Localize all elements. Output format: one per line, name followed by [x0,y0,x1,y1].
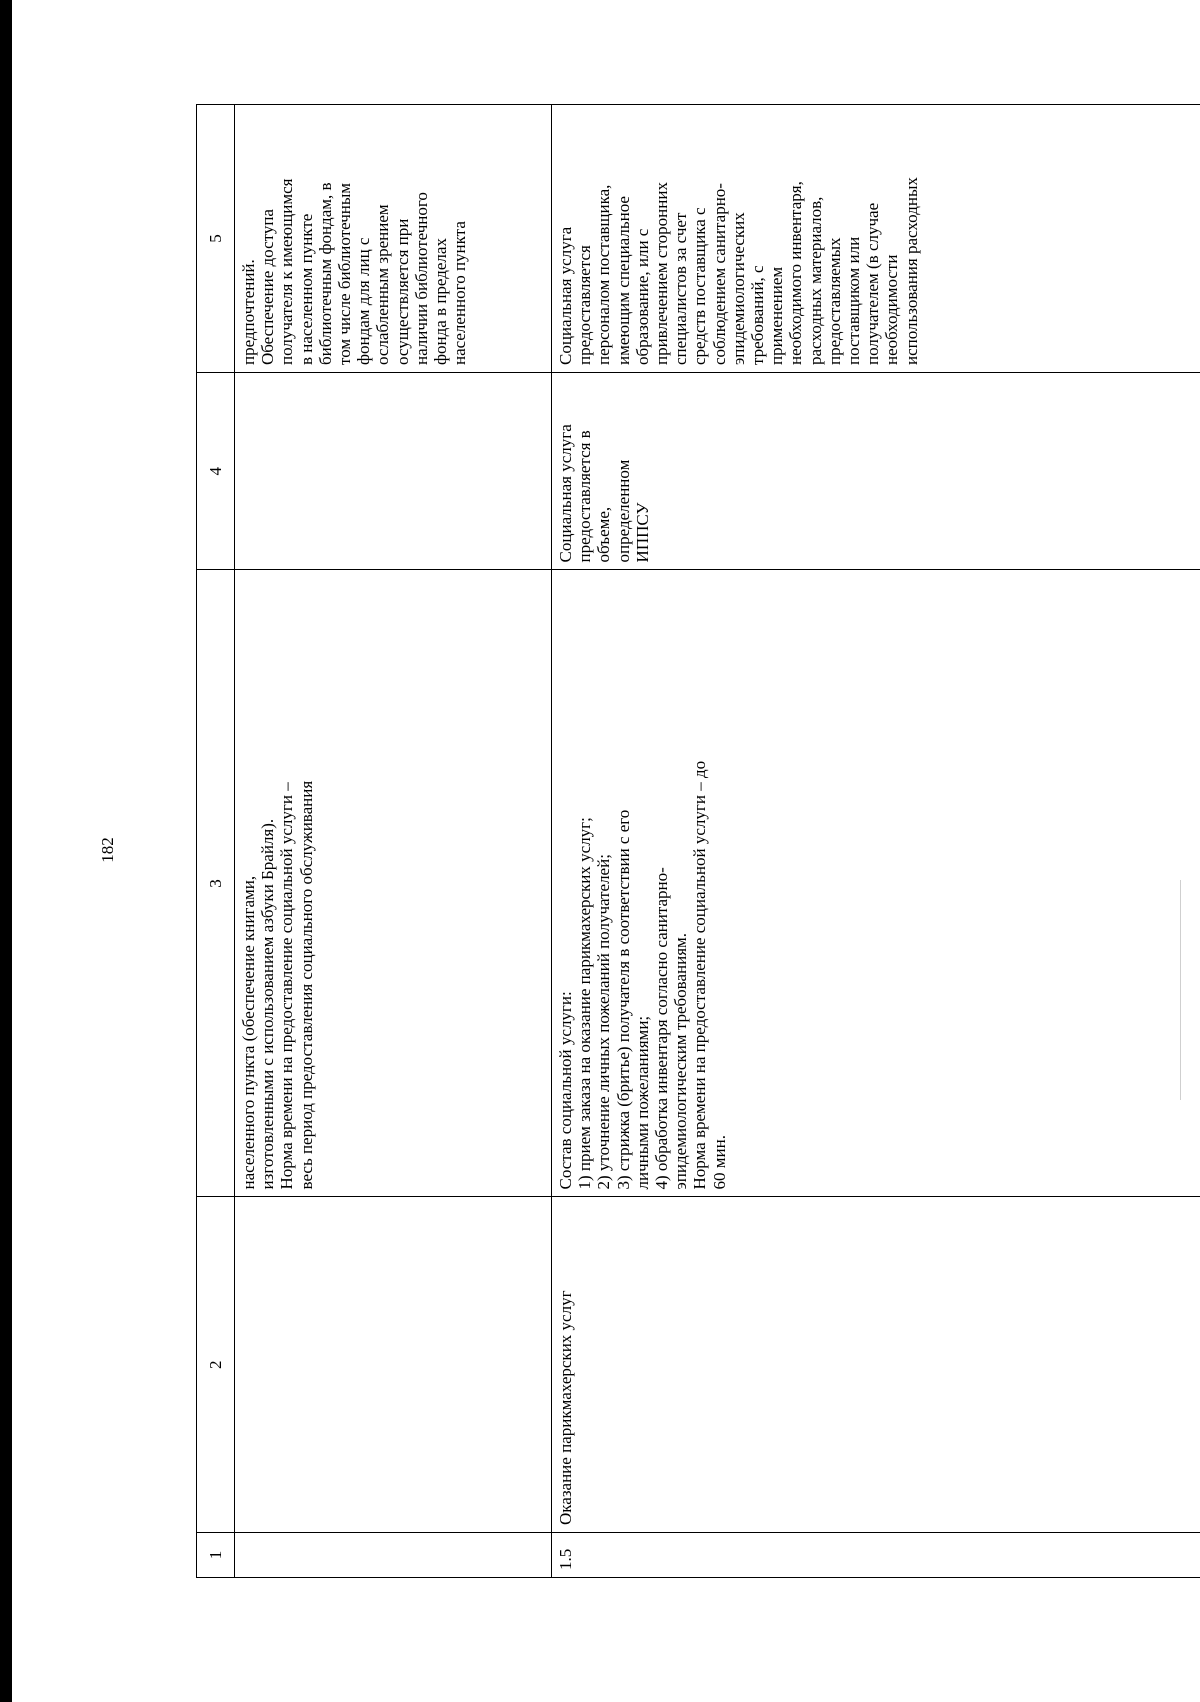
description-line: Состав социальной услуги: [556,991,575,1190]
service-description-cell [552,570,1200,1197]
conditions-line: в населенном пункте [296,213,316,366]
description-line: личными пожеланиями; [632,1015,652,1190]
service-conditions-cell [552,105,1200,373]
description-line: Норма времени на предоставление социальной услуги – [277,782,297,1190]
service-name: Оказание парикмахерских услуг [556,1290,575,1525]
services-table [196,104,1200,1578]
conditions-line: расходных материалов, [805,196,825,366]
description-line: 3) стрижка (бритье) получателя в соответствии с его [613,809,633,1190]
conditions-line: использования расходных [901,177,921,366]
description-line: эпидемиологическим требованиям. [671,932,691,1190]
row-number-cell [235,1533,552,1578]
page-number: 182 [98,837,117,863]
conditions-line: предпочтений. [239,259,258,366]
volume-line: ИППСУ [632,502,652,563]
description-line: 2) уточнение личных пожеланий получателей; [594,854,614,1190]
table-row [235,105,552,1578]
conditions-line: необходимого инвентаря, [786,181,806,366]
conditions-line: имеющим специальное [613,196,633,366]
scan-edge [0,0,12,1702]
conditions-line: поставщиком или [844,236,864,366]
header-row [197,105,235,1578]
conditions-line: предоставляется [575,245,595,366]
conditions-line: персоналом поставщика, [594,184,614,366]
conditions-line: соблюдением санитарно- [709,183,729,366]
description-line: 60 мин. [709,1135,729,1190]
header-col-1: 1 [197,1533,235,1578]
conditions-line: том числе библиотечным [335,182,355,366]
conditions-line: специалистов за счет [671,212,691,366]
description-line: весь период предоставления социального обслуживания [296,780,316,1190]
conditions-line: необходимости [882,254,902,366]
description-line: 1) прием заказа на оказание парикмахерских услуг; [575,817,595,1190]
service-description-cell [235,570,552,1197]
conditions-line: предоставляемых [824,237,844,366]
conditions-line: Социальная услуга [556,226,575,366]
header-col-3: 3 [197,570,235,1197]
header-col-4: 4 [197,373,235,570]
rotated-table-container [196,104,1199,1578]
volume-line: предоставляется в [575,430,595,563]
service-conditions-cell [235,105,552,373]
conditions-line: осуществляется при [392,218,412,366]
conditions-line: фондам для лиц с [354,237,374,366]
conditions-line: применением [767,266,787,366]
conditions-line: средств поставщика с [690,207,710,366]
conditions-line: населенного пункта [450,221,470,366]
volume-line: объеме, [594,506,614,563]
conditions-line: Обеспечение доступа [258,209,278,366]
header-col-2: 2 [197,1197,235,1533]
conditions-line: привлечением сторонних [652,182,672,366]
conditions-line: фонда в пределах [431,238,451,366]
row-number-cell: 1.5 [552,1533,1200,1578]
service-volume-cell [235,373,552,570]
description-line: населенного пункта (обеспечение книгами, [239,875,258,1190]
header-col-5: 5 [197,105,235,373]
volume-line: определенном [613,459,633,563]
conditions-line: ослабленным зрением [373,204,393,366]
description-line: изготовленными с использованием азбуки Брайля). [258,818,278,1190]
service-volume-cell [552,373,1200,570]
conditions-line: эпидемиологических [728,212,748,366]
conditions-line: получателя к имеющимся [277,178,297,366]
conditions-line: получателем (в случае [863,202,883,366]
description-line: Норма времени на предоставление социальной услуги – до [690,760,710,1190]
description-line: 4) обработка инвентаря согласно санитарно- [652,867,672,1190]
service-name-cell [235,1197,552,1533]
conditions-line: наличии библиотечного [411,192,431,366]
conditions-line: библиотечным фондам, в [315,182,335,366]
service-name-cell [552,1197,1200,1533]
table-row [552,105,1200,1578]
conditions-line: образование, или с [632,228,652,366]
volume-line: Социальная услуга [556,424,575,563]
conditions-line: требований, с [748,265,768,366]
